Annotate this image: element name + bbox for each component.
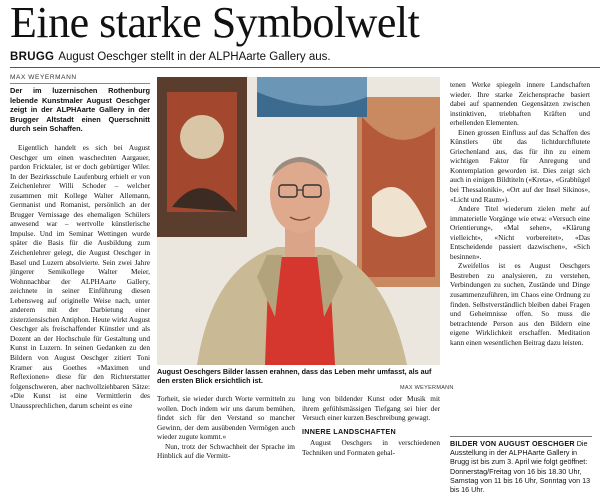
photo-artist-portrait xyxy=(157,77,440,365)
lead-paragraph: Der im luzernischen Rothenburg lebende Kunstmaler August Oeschger zeigt in der ALPHAarte Gallery in der Brugger Altstadt einen Querschnitt durch sein Schaffen. xyxy=(10,86,150,134)
byline-rule xyxy=(10,83,150,84)
body-paragraph: tenen Werke spiegeln innere Landschaften wieder. Ihre starke Zeichensprache basiert dabei auf spannenden Gegensätzen zwischen instinktiven, triebhaften Kräften und erhellenden Elementen. xyxy=(450,80,590,128)
body-column-3 xyxy=(302,394,440,457)
dateline: BRUGG xyxy=(10,51,55,63)
author-byline: MAX WEYERMANN xyxy=(10,74,77,81)
top-rule xyxy=(10,67,600,68)
body-paragraph: Eigentlich handelt es sich bei August Oeschger um einen waschechten Aargauer, pardon Fricktaler, ist er doch gebürtiger Wiler. In der Bezirksschule Laufenburg erhielt er von Zeichenlehrer Willi Schoder – welcher zusammen mit Kollege Walter Allemann, Germanist und Romanist, persönlich an der Brugger Vernissage des ehemaligen Schülers anwesend war – wertvolle künstlerische Impulse. Und im Seminar Wettingen wurde später die Basis für die Ausbildung zum Zeichenlehrer gelegt, die August Oeschger in Basel und Luzern absolvierte. Sein zwei Jahre jüngerer Semikollege Walter Meier, Wohnnachbar der ALPHAarte Gallery, zeichnete in seiner Einführung diesen Lebensweg auf originelle Weise nach, unter anderem mit der Darbietung einer zisterziensischen Antiphon. Heute wirkt August Oeschger als freischaffender Künstler und als Dozent an der Hochschule für Gestaltung und Kunst in Luzern. In seinen Gedanken zu den Bildern von August Oeschger zitiert Toni Kramer aus Goethes «Maximen und Reflexionen» diese für den Richterstatter folgenschweren, aber nachvollziehbaren Sätze: «Die Kunst ist eine Vermittlerin des Unaussprechlichen, darum scheint es eine xyxy=(10,143,150,410)
body-paragraph: Andere Titel wiederum zielen mehr auf immaterielle Vorgänge wie etwa: «Versuch eine Orientierung», «Mal sehen», «Klärung vielleicht», «Nicht vorbereitet», «Das Entscheidende passiert dazwischen», «Sich besinnen». xyxy=(450,204,590,261)
info-text: Die Ausstellung in der ALPHAarte Gallery in Brugg ist bis zum 3. April wie folgt geöffnet: Donnerstag/Freitag von 16 bis 18.30 Uhr, Samstag von 11 bis 16 Uhr, Sonntag von 13 bis 16 Uhr. xyxy=(450,439,591,495)
info-box-rule xyxy=(450,436,592,437)
body-paragraph: Einen grossen Einfluss auf das Schaffen des Künstlers übt das lichtdurchflutete Griechenland aus, das für ihn zu einem wichtigen Faktor für Anregung und Kontemplation geworden ist. Dies zeigt sich auch in einigen Bildtiteln («Kreta», «Grabhügel bei Thessaloniki», «Ort auf der Insel Sikinos», «Licht und Raum»). xyxy=(450,127,590,204)
subheadline xyxy=(10,50,331,64)
headline: Eine starke Symbolwelt xyxy=(10,0,420,47)
body-paragraph: August Oeschgers in verschiedenen Techniken und Formaten gehal- xyxy=(302,438,440,457)
info-heading: BILDER VON AUGUST OESCHGER xyxy=(450,439,575,448)
body-paragraph: Nun, trotz der Schwachheit der Sprache im Hinblick auf die Vermitt- xyxy=(157,441,295,461)
photo-credit: MAX WEYERMANN xyxy=(400,385,454,391)
subheadline-text: August Oeschger stellt in der ALPHAarte Gallery aus. xyxy=(58,51,331,63)
section-subheading: INNERE LANDSCHAFTEN xyxy=(302,426,396,436)
body-paragraph: lung von bildender Kunst oder Musik mit ihrem gefühlsmässigen Tiefgang sei hier der Versuch einer kurzen Beschreibung gewagt. xyxy=(302,394,440,423)
photo-caption: August Oeschgers Bilder lassen erahnen, dass das Leben mehr umfasst, als auf den ersten Blick ersichtlich ist. xyxy=(157,367,432,385)
article-photo xyxy=(157,77,440,365)
exhibition-info-box xyxy=(450,439,592,494)
body-column-2 xyxy=(157,394,295,461)
body-paragraph: Zweifellos ist es August Oeschgers Bestreben zu analysieren, zu verstehen, Verbindungen zu suchen, Zustände und Dinge zusammenzuführen, im Chaos eine Ordnung zu finden. Selbstverständlich bleiben dabei Fragen und Geheimnisse offen. So muss die betrachtende Person aus den Bildern eine eigene Wirklichkeit erschaffen. Meditation kann einen wesentlichen Beitrag dazu leisten. xyxy=(450,261,590,347)
body-column-1 xyxy=(10,143,150,410)
body-column-4 xyxy=(450,80,590,347)
body-paragraph: Torheit, sie wieder durch Worte vermitteln zu wollen. Doch indem wir uns darum bemühen, findet sich für den Verstand so mancher Gewinn, der dem ausübenden Vermögen auch wieder zugute kommt.» xyxy=(157,394,295,442)
